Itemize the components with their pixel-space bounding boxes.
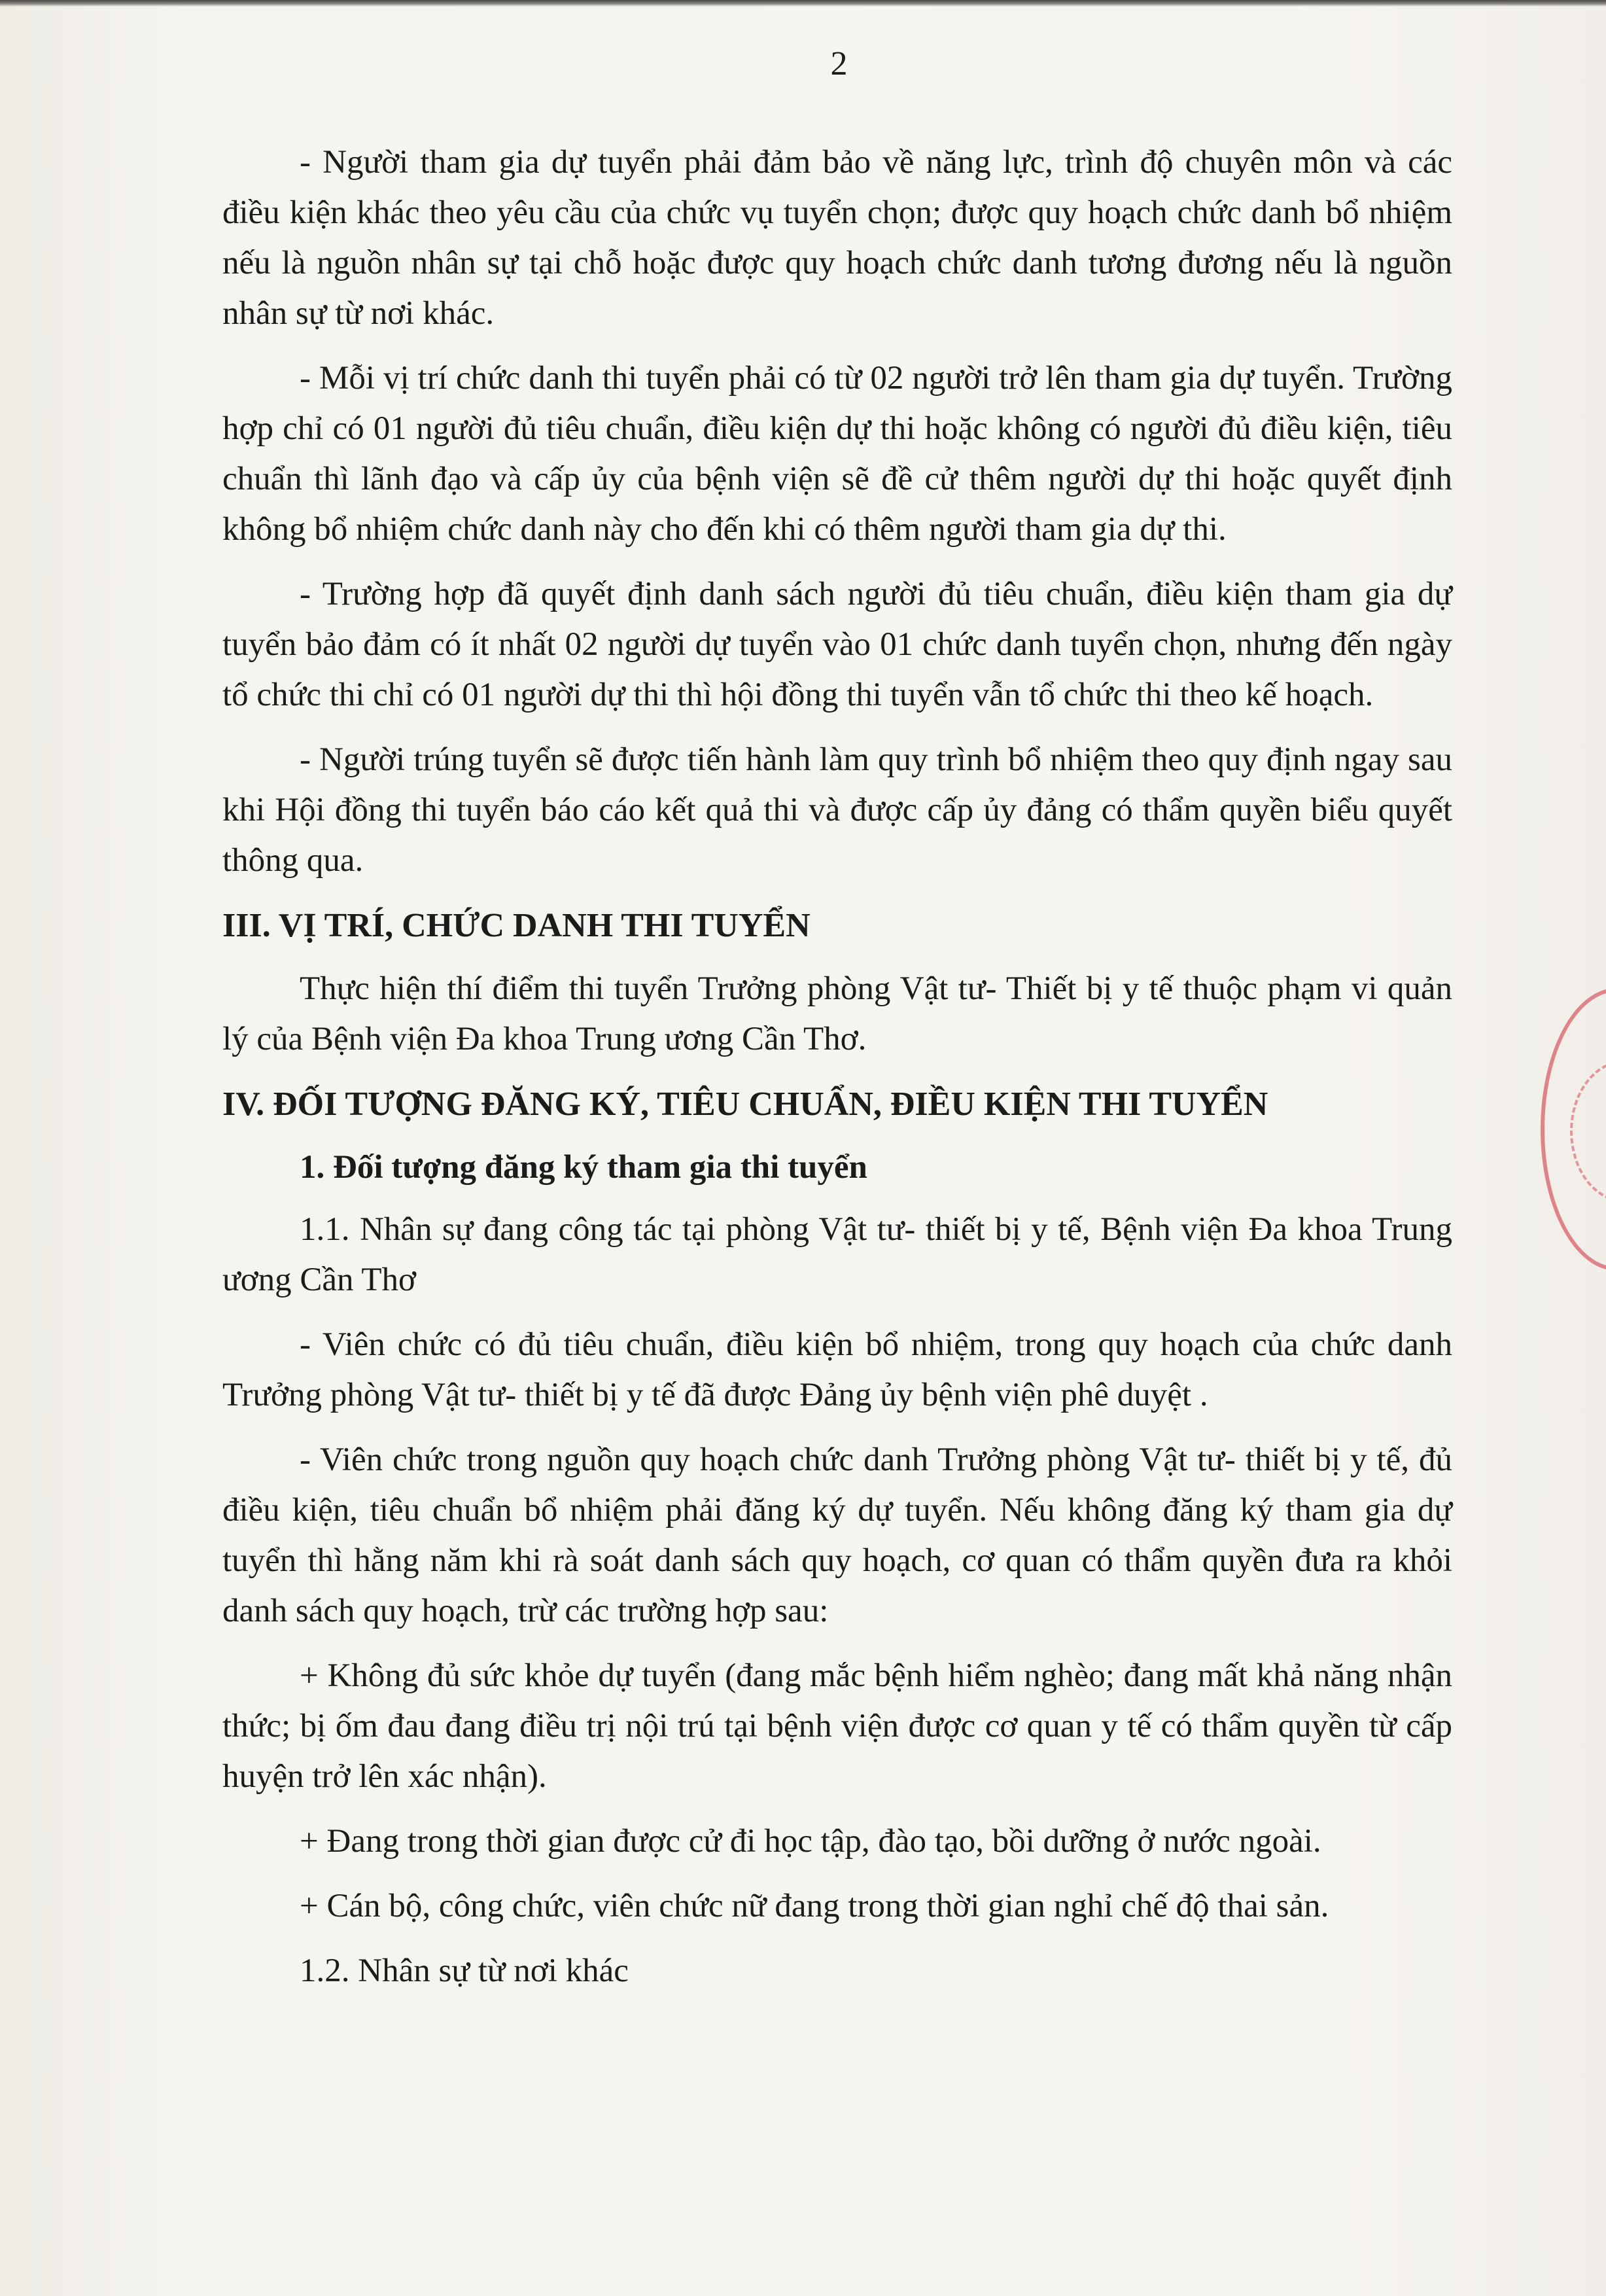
- page-number: 2: [830, 45, 848, 82]
- section-heading-iv: IV. ĐỐI TƯỢNG ĐĂNG KÝ, TIÊU CHUẨN, ĐIỀU KIỆN THI TUYỂN: [222, 1086, 1268, 1123]
- section-heading-iii: III. VỊ TRÍ, CHỨC DANH THI TUYỂN: [222, 907, 811, 944]
- paragraph: - Viên chức có đủ tiêu chuẩn, điều kiện bổ nhiệm, trong quy hoạch của chức danh Trưởng phòng Vật tư- thiết bị y tế đã được Đảng ủy bệnh viện phê duyệt .: [222, 1326, 1452, 1413]
- paragraph: Thực hiện thí điểm thi tuyển Trưởng phòng Vật tư- Thiết bị y tế thuộc phạm vi quản lý của Bệnh viện Đa khoa Trung ương Cần Thơ.: [222, 970, 1452, 1057]
- paragraph: + Không đủ sức khỏe dự tuyển (đang mắc bệnh hiểm nghèo; đang mất khả năng nhận thức; bị ốm đau đang điều trị nội trú tại bệnh viện được cơ quan y tế có thẩm quyền từ cấp huyện trở lên xác nhận).: [222, 1657, 1452, 1795]
- paragraph: - Viên chức trong nguồn quy hoạch chức danh Trưởng phòng Vật tư- thiết bị y tế, đủ điều kiện, tiêu chuẩn bổ nhiệm phải đăng ký dự tuyển. Nếu không đăng ký tham gia dự tuyển thì hằng năm khi rà soát danh sách quy hoạch, cơ quan có thẩm quyền đưa ra khỏi danh sách quy hoạch, trừ các trường hợp sau:: [222, 1441, 1452, 1629]
- paragraph: + Đang trong thời gian được cử đi học tập, đào tạo, bồi dưỡng ở nước ngoài.: [300, 1823, 1321, 1860]
- paragraph: - Trường hợp đã quyết định danh sách người đủ tiêu chuẩn, điều kiện tham gia dự tuyển bảo đảm có ít nhất 02 người dự tuyển vào 01 chức danh tuyển chọn, nhưng đến ngày tổ chức thi chỉ có 01 người dự thi thì hội đồng thi tuyển vẫn tổ chức thi theo kế hoạch.: [222, 576, 1452, 713]
- subsection-heading: 1. Đối tượng đăng ký tham gia thi tuyển: [300, 1149, 867, 1186]
- paragraph: - Mỗi vị trí chức danh thi tuyển phải có từ 02 người trở lên tham gia dự tuyển. Trường hợp chỉ có 01 người đủ tiêu chuẩn, điều kiện dự thi hoặc không có người đủ điều kiện, tiêu chuẩn thì lãnh đạo và cấp ủy của bệnh viện sẽ đề cử thêm người dự thi hoặc quyết định không bổ nhiệm chức danh này cho đến khi có thêm người tham gia dự thi.: [222, 360, 1452, 548]
- paragraph: - Người trúng tuyển sẽ được tiến hành làm quy trình bổ nhiệm theo quy định ngay sau khi Hội đồng thi tuyển báo cáo kết quả thi và được cấp ủy đảng có thẩm quyền biểu quyết thông qua.: [222, 741, 1452, 879]
- paragraph: + Cán bộ, công chức, viên chức nữ đang trong thời gian nghỉ chế độ thai sản.: [300, 1888, 1329, 1924]
- paragraph: - Người tham gia dự tuyển phải đảm bảo về năng lực, trình độ chuyên môn và các điều kiện khác theo yêu cầu của chức vụ tuyển chọn; được quy hoạch chức danh bổ nhiệm nếu là nguồn nhân sự tại chỗ hoặc được quy hoạch chức danh tương đương nếu là nguồn nhân sự từ nơi khác.: [222, 144, 1452, 332]
- scan-edge: [0, 0, 1606, 7]
- paragraph: 1.2. Nhân sự từ nơi khác: [300, 1952, 629, 1989]
- paragraph: 1.1. Nhân sự đang công tác tại phòng Vật tư- thiết bị y tế, Bệnh viện Đa khoa Trung ương Cần Thơ: [222, 1211, 1452, 1298]
- document-body: [222, 137, 1452, 2011]
